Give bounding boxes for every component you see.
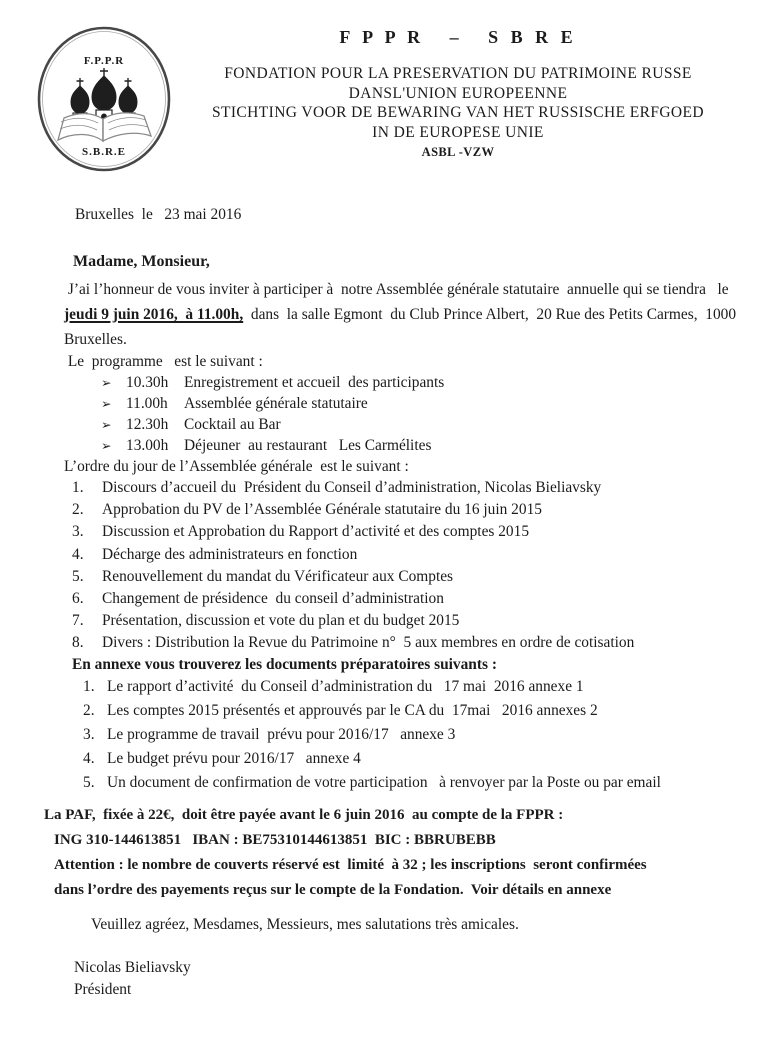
intro-text-before-date: J’ai l’honneur de vous inviter à participer à notre Assemblée générale statutaire annuelle qui se tiendra le [64,281,741,298]
signature-title: Président [74,980,132,998]
letter-body [44,205,742,1001]
intro-text-after-date: dans la salle Egmont du Club Prince Albert, 20 Rue des Petits Carmes, 1000 Bruxelles. [64,306,740,348]
annex-item-label: Un document de confirmation de votre participation à renvoyer par la Poste ou par email [107,773,661,791]
annex-item-number: 3. [83,725,95,743]
signature-name: Nicolas Bieliavsky [74,958,191,976]
org-acronym-title: F P P R – S B R E [339,27,577,47]
agenda-item-label: Approbation du PV de l’Assemblée Générale statutaire du 16 juin 2015 [102,501,542,519]
annex-item-label: Le budget prévu pour 2016/17 annexe 4 [107,749,361,767]
intro-paragraph [64,277,742,352]
arrow-bullet-icon: ➢ [101,438,112,453]
agenda-item-label: Présentation, discussion et vote du plan et du budget 2015 [102,612,460,630]
payment-block [44,803,742,903]
agenda-item-number: 8. [72,634,84,652]
logo-fppr-label: F.P.P.R [83,55,125,67]
annex-item-number: 5. [83,773,95,791]
program-label: Déjeuner au restaurant Les Carmélites [184,437,432,454]
agenda-item [64,610,742,632]
program-item [101,414,742,435]
arrow-bullet-icon: ➢ [101,417,112,432]
annex-list [64,675,742,795]
letterhead [0,20,782,185]
legal-form-label: ASBL -VZW [421,145,495,159]
program-time: 11.00h [126,395,168,412]
logo-sbre-label: S.B.R.E [82,146,126,158]
program-list [64,372,742,456]
agenda-item-label: Divers : Distribution la Revue du Patrimoine n° 5 aux membres en ordre de cotisation [102,634,635,652]
program-time: 12.30h [126,416,169,433]
program-label: Enregistrement et accueil des participants [184,374,445,391]
agenda-item-number: 3. [72,523,84,541]
program-item [101,372,742,393]
arrow-bullet-icon: ➢ [101,375,112,390]
agenda-item-label: Discours d’accueil du Président du Conseil d’administration, Nicolas Bieliavsky [102,479,602,496]
salutation: Madame, Monsieur, [73,253,210,270]
agenda-item-label: Décharge des administrateurs en fonction [102,545,358,563]
agenda-item [64,544,742,566]
agenda-item-label: Changement de présidence du conseil d’administration [102,590,444,608]
annex-item [64,699,742,723]
agenda-item [64,521,742,543]
annex-item-number: 4. [83,749,95,767]
letterhead-text [148,20,768,160]
agenda-item-number: 6. [72,590,84,608]
annex-item-label: Le programme de travail prévu pour 2016/17 annexe 3 [107,725,456,743]
annex-item [64,723,742,747]
agenda-item [64,632,742,654]
payment-warning-line1: Attention : le nombre de couverts réservé est limité à 32 ; les inscriptions seront confirmées [54,856,647,873]
annex-item [64,771,742,795]
agenda-item [64,566,742,588]
program-item [101,435,742,456]
program-item [101,393,742,414]
org-name-fr-line2: DANSL'UNION EUROPEENNE [348,84,568,102]
program-intro: Le programme est le suivant : [64,353,263,370]
org-name-fr-line1: FONDATION POUR LA PRESERVATION DU PATRIMOINE RUSSE [224,65,692,82]
agenda-intro: L’ordre du jour de l’Assemblée générale est le suivant : [64,458,409,475]
annex-item-number: 2. [83,701,95,719]
agenda-item-number: 7. [72,612,84,630]
meeting-date-highlight: jeudi 9 juin 2016, à 11.00h, [64,306,244,323]
agenda-item-label: Renouvellement du mandat du Vérificateur aux Comptes [102,567,454,585]
annex-item-label: Le rapport d’activité du Conseil d’administration du 17 mai 2016 annexe 1 [107,677,584,695]
org-name-nl-line1: STICHTING VOOR DE BEWARING VAN HET RUSSISCHE ERFGOED [211,104,704,121]
closing-salutation: Veuillez agréez, Mesdames, Messieurs, mes salutations très amicales. [91,915,519,933]
payment-warning-line2: dans l’ordre des payements reçus sur le compte de la Fondation. Voir détails en annexe [54,881,612,898]
annex-item [64,747,742,771]
agenda-item-number: 4. [72,545,84,563]
bank-account-line: ING 310-144613851 IBAN : BE75310144613851 BIC : BBRUBEBB [54,831,496,848]
agenda-item [64,477,742,499]
org-name-nl-line2: IN DE EUROPESE UNIE [372,123,544,141]
annex-item-label: Les comptes 2015 présentés et approuvés par le CA du 17mai 2016 annexes 2 [107,701,598,719]
agenda-list [64,477,742,655]
agenda-item [64,499,742,521]
annex-heading: En annexe vous trouverez les documents préparatoires suivants : [72,655,497,673]
agenda-item-number: 1. [72,479,84,496]
agenda-item [64,588,742,610]
program-time: 10.30h [126,374,169,391]
agenda-item-number: 2. [72,501,84,519]
agenda-item-number: 5. [72,567,84,585]
annex-item-number: 1. [83,677,95,695]
program-label: Cocktail au Bar [184,416,281,433]
agenda-item-label: Discussion et Approbation du Rapport d’activité et des comptes 2015 [102,523,530,541]
date-line: Bruxelles le 23 mai 2016 [75,206,242,223]
annex-item [64,675,742,699]
payment-amount-line: La PAF, fixée à 22€, doit être payée avant le 6 juin 2016 au compte de la FPPR : [44,806,564,823]
program-time: 13.00h [126,437,169,454]
program-label: Assemblée générale statutaire [184,395,368,412]
arrow-bullet-icon: ➢ [101,396,112,411]
